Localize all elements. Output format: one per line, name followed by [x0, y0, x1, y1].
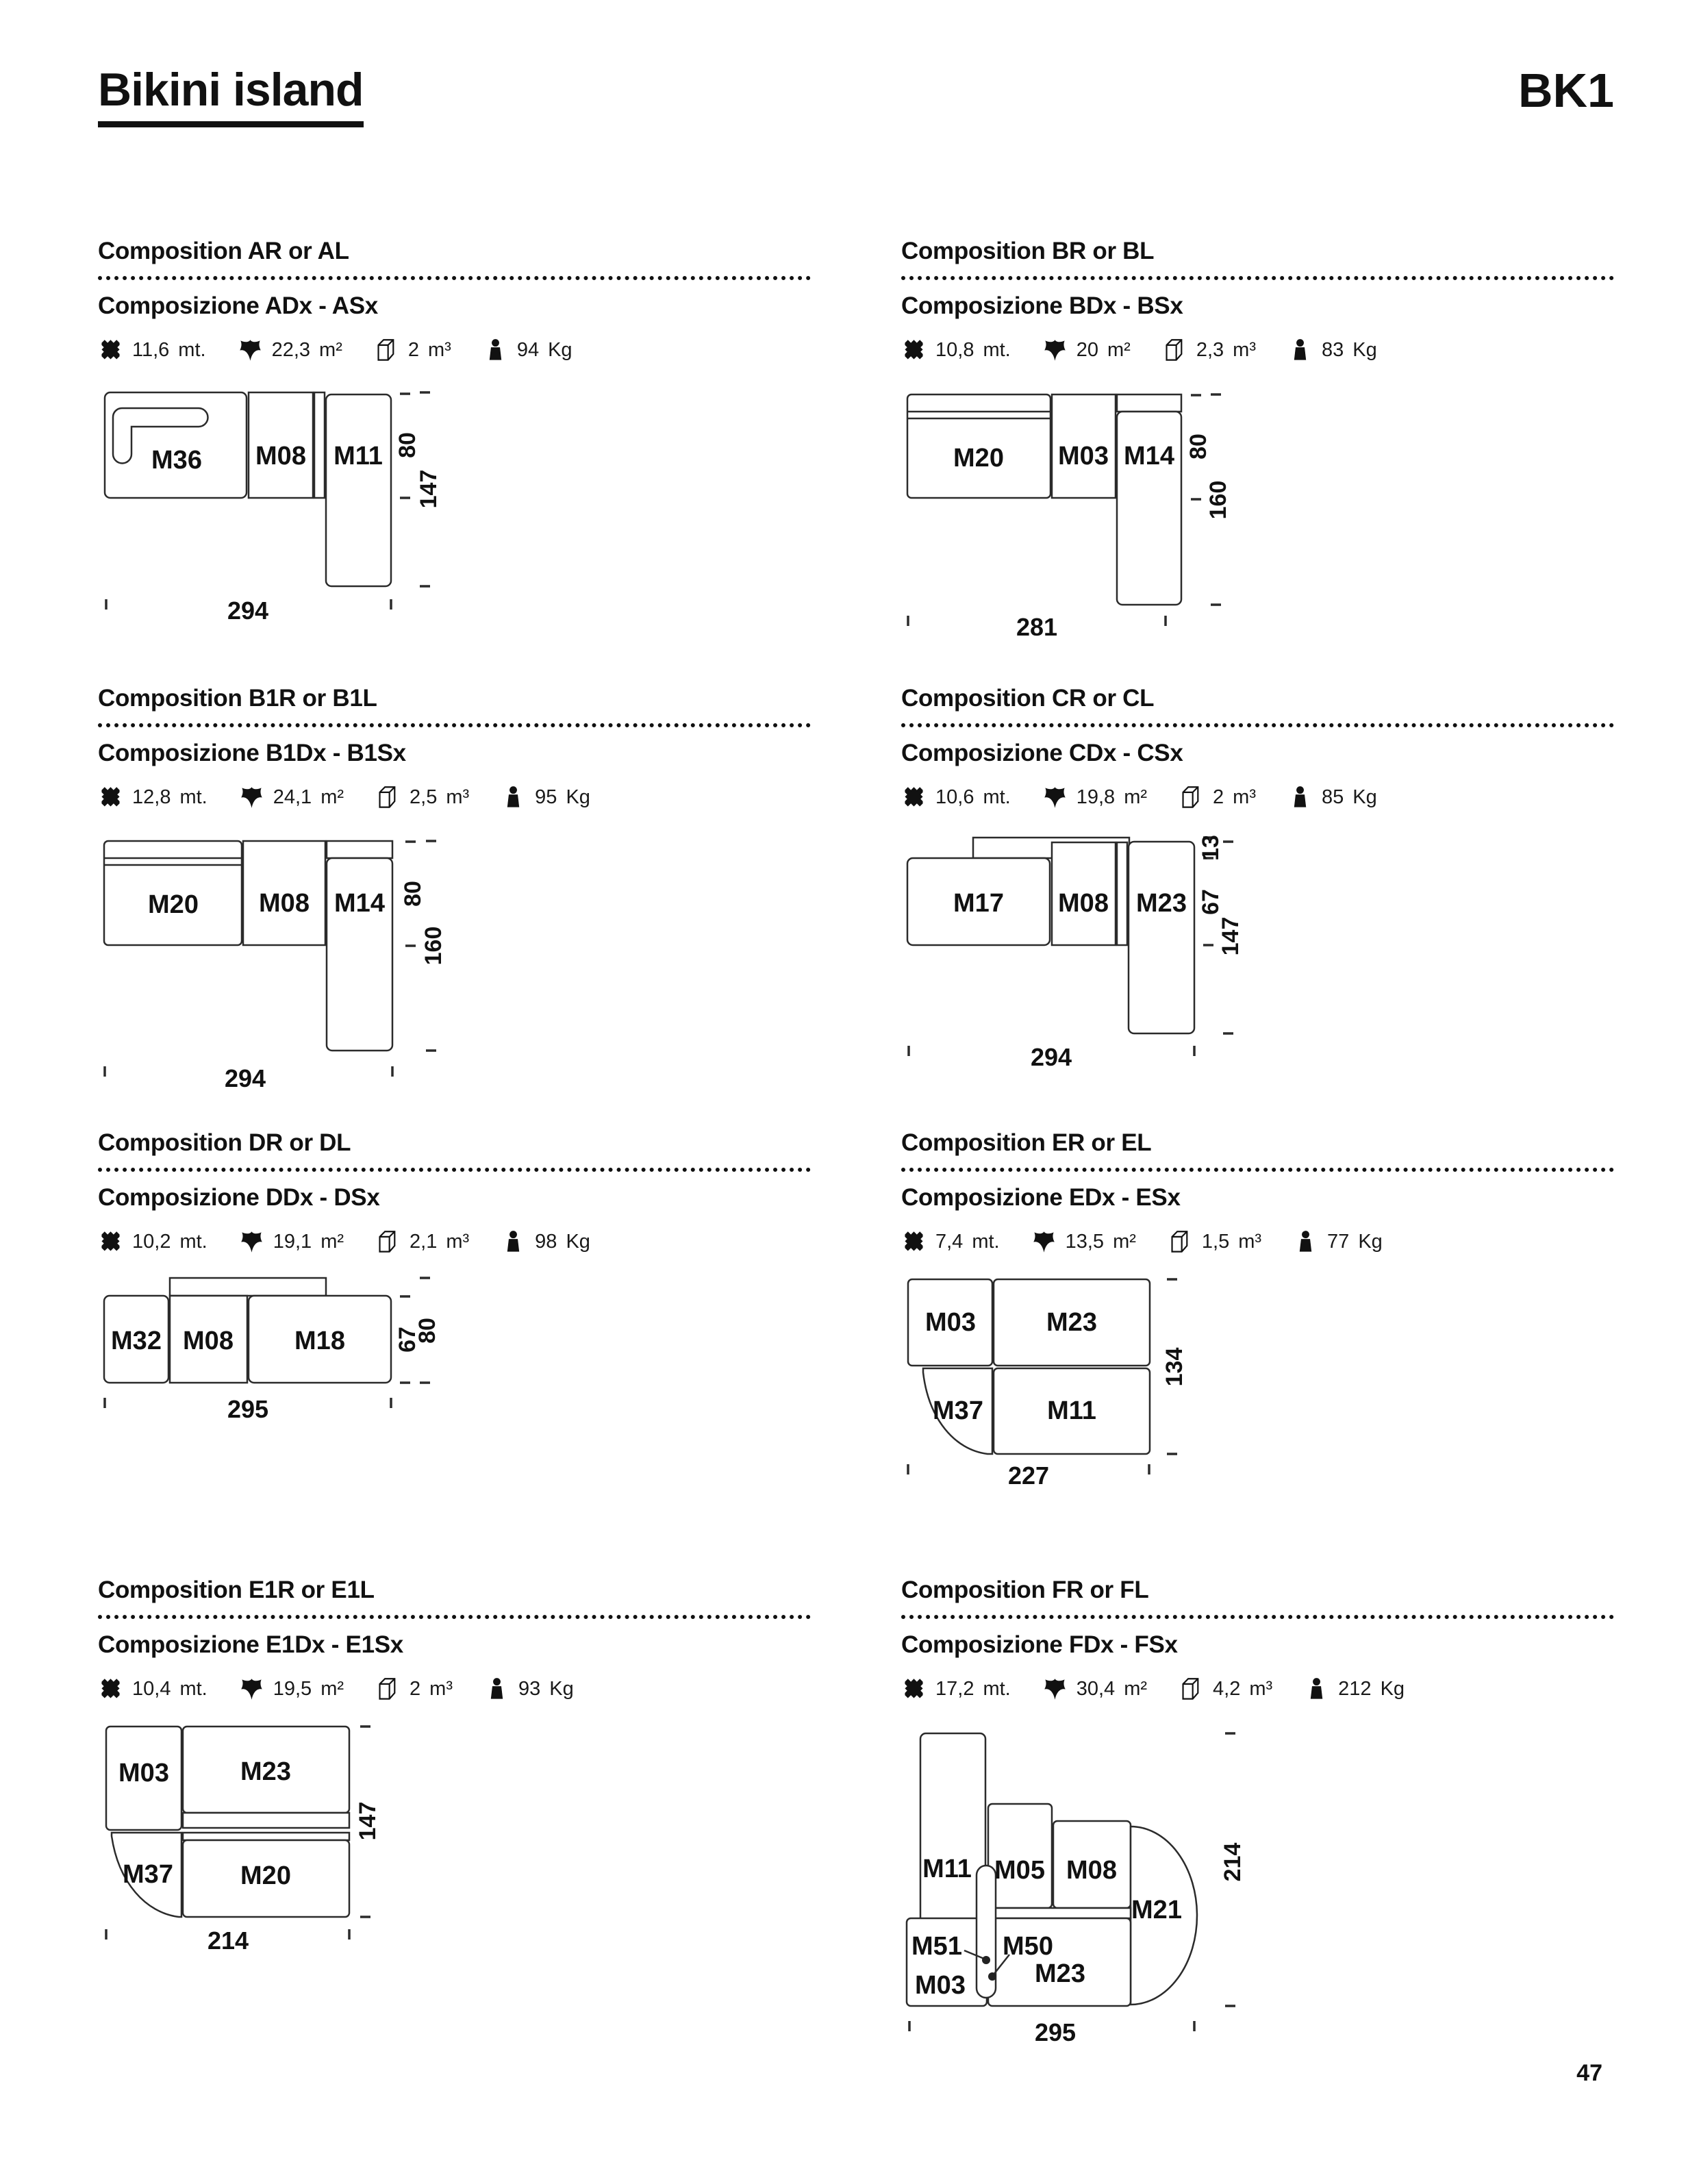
fabric-icon — [98, 338, 123, 363]
module-label: M23 — [1035, 1959, 1085, 1988]
dimension-depth: 80 — [1185, 434, 1211, 460]
spec-volume — [375, 1677, 453, 1702]
dimension-width: 294 — [224, 1064, 266, 1092]
spec-linear-unit: mt. — [983, 339, 1011, 361]
spec-weight-unit: Kg — [549, 1678, 574, 1700]
spec-area-unit: m² — [1113, 1231, 1136, 1253]
spec-weight-value: 83 — [1321, 339, 1344, 361]
spec-volume-value: 2 — [410, 1678, 421, 1700]
dimension-depth: 67 — [1198, 889, 1224, 915]
spec-area-value: 19,5 — [273, 1678, 312, 1700]
volume-box-icon — [1179, 1677, 1204, 1702]
dimension-height: 147 — [1218, 916, 1244, 956]
spec-weight — [484, 1677, 574, 1702]
module-label: M05 — [994, 1856, 1045, 1885]
spec-leather-area — [239, 785, 344, 810]
spec-linear-meters — [901, 1229, 1000, 1255]
spec-linear-meters — [98, 1229, 207, 1255]
diagram-composition-e1r — [98, 1711, 509, 1972]
spec-weight-value: 212 — [1338, 1678, 1372, 1700]
spec-linear-value: 10,2 — [132, 1231, 171, 1253]
section-title-en: Composition BR or BL — [901, 238, 1155, 264]
module-label: M14 — [334, 889, 385, 918]
spec-volume-value: 2 — [1213, 786, 1224, 808]
volume-box-icon — [374, 338, 399, 363]
module-label: M08 — [1058, 889, 1109, 918]
module-box-m14 — [1117, 412, 1181, 605]
volume-box-icon — [1168, 1229, 1193, 1255]
specs-row — [98, 338, 811, 363]
backrest-strip — [988, 1908, 1131, 1918]
spec-linear-meters — [98, 1677, 207, 1702]
dimension-height: 134 — [1161, 1347, 1187, 1387]
spec-linear-value: 17,2 — [935, 1678, 974, 1700]
section-title-it: Composizione BDx - BSx — [901, 292, 1183, 319]
spec-weight-unit: Kg — [1352, 339, 1377, 361]
spec-volume-unit: m³ — [1233, 339, 1256, 361]
module-box-m14 — [327, 858, 392, 1051]
section-title-it: Composizione B1Dx - B1Sx — [98, 740, 406, 766]
backrest-strip — [1117, 394, 1181, 412]
weight-icon — [1287, 785, 1313, 810]
spec-leather-area — [238, 338, 342, 363]
spec-volume — [1179, 1677, 1272, 1702]
section-title-en: Composition CR or CL — [901, 685, 1155, 712]
module-box-m23 — [1129, 842, 1194, 1033]
fabric-icon — [98, 1677, 123, 1702]
section-title-it: Composizione ADx - ASx — [98, 292, 378, 319]
section-composition-e1r-e1l — [98, 1577, 811, 1972]
module-label: M36 — [151, 446, 202, 475]
diagram-composition-br — [901, 373, 1381, 647]
volume-box-icon — [1162, 338, 1187, 363]
spec-weight-unit: Kg — [1358, 1231, 1383, 1253]
spec-area-unit: m² — [320, 786, 344, 808]
dimension-width: 227 — [1007, 1461, 1050, 1490]
dimension-depth: 80 — [400, 881, 426, 907]
weight-icon — [483, 338, 508, 363]
dimension-height: 160 — [420, 926, 446, 966]
leather-icon — [239, 1229, 264, 1255]
armrest-strip — [314, 392, 325, 498]
backrest-strip — [170, 1278, 326, 1296]
backrest-strip — [327, 841, 392, 858]
spec-linear-unit: mt. — [983, 1678, 1011, 1700]
leather-icon — [238, 338, 263, 363]
weight-icon — [1304, 1677, 1329, 1702]
module-label: M50 — [1003, 1932, 1053, 1961]
spec-volume — [375, 785, 469, 810]
spec-weight — [501, 1229, 590, 1255]
spec-volume-unit: m³ — [1233, 786, 1256, 808]
spec-weight-unit: Kg — [1352, 786, 1377, 808]
module-label: M03 — [915, 1971, 966, 2000]
dimension-width: 214 — [207, 1926, 249, 1955]
spec-linear-unit: mt. — [179, 786, 207, 808]
dimension-height: 80 — [414, 1318, 440, 1344]
module-label: M23 — [240, 1757, 291, 1786]
section-composition-b1r-b1l — [98, 685, 811, 1107]
spec-linear-value: 10,4 — [132, 1678, 171, 1700]
module-label: M08 — [183, 1327, 234, 1355]
spec-volume-unit: m³ — [428, 339, 451, 361]
module-label: M20 — [148, 890, 199, 919]
specs-row — [98, 1677, 811, 1702]
spec-volume — [375, 1229, 469, 1255]
section-title-it: Composizione CDx - CSx — [901, 740, 1183, 766]
spec-volume-unit: m³ — [1238, 1231, 1262, 1253]
spec-weight-value: 98 — [535, 1231, 557, 1253]
section-title-it: Composizione E1Dx - E1Sx — [98, 1631, 403, 1658]
spec-volume — [1162, 338, 1256, 363]
section-composition-cr-cl — [901, 685, 1614, 1107]
section-title-it: Composizione DDx - DSx — [98, 1184, 380, 1211]
volume-box-icon — [375, 785, 401, 810]
section-title-en: Composition FR or FL — [901, 1577, 1149, 1603]
spec-weight-value: 94 — [516, 339, 540, 361]
diagram-composition-dr — [98, 1264, 577, 1456]
module-label: M11 — [1047, 1396, 1096, 1425]
spec-linear-unit: mt. — [179, 1231, 207, 1253]
spec-weight — [1287, 338, 1377, 363]
specs-row — [98, 1229, 811, 1255]
spec-linear-unit: mt. — [983, 786, 1011, 808]
spec-volume-value: 2,5 — [410, 786, 438, 808]
module-label: M11 — [333, 442, 383, 470]
backrest-strip — [183, 1833, 349, 1840]
spec-linear-meters — [98, 785, 207, 810]
spec-linear-meters — [901, 338, 1011, 363]
spec-volume-value: 2,1 — [410, 1231, 438, 1253]
spec-area-value: 20 — [1076, 339, 1098, 361]
module-box-m11 — [326, 394, 391, 586]
spec-leather-area — [1031, 1229, 1136, 1255]
module-label: M08 — [1066, 1856, 1117, 1885]
leather-icon — [1042, 1677, 1068, 1702]
spec-linear-value: 7,4 — [935, 1231, 964, 1253]
spec-weight-unit: Kg — [566, 786, 590, 808]
dimension-depth: 80 — [394, 432, 420, 458]
module-label: M23 — [1136, 889, 1187, 918]
module-label: M03 — [118, 1759, 169, 1787]
dimension-height: 160 — [1205, 480, 1231, 520]
weight-icon — [1293, 1229, 1318, 1255]
module-label: M08 — [259, 889, 310, 918]
fabric-icon — [901, 338, 927, 363]
specs-row — [901, 785, 1614, 810]
spec-leather-area — [239, 1229, 344, 1255]
module-label: M37 — [123, 1860, 173, 1889]
module-label: M32 — [111, 1327, 162, 1355]
product-code: BK1 — [1518, 64, 1614, 117]
spec-volume-value: 2 — [407, 339, 419, 361]
weight-icon — [1287, 338, 1313, 363]
leather-icon — [239, 785, 264, 810]
specs-row — [901, 1229, 1614, 1255]
spec-volume-unit: m³ — [429, 1678, 453, 1700]
module-label: M20 — [953, 444, 1004, 473]
page-number: 47 — [1576, 2060, 1602, 2086]
fabric-icon — [98, 1229, 123, 1255]
weight-icon — [484, 1677, 509, 1702]
dimension-width: 281 — [1016, 613, 1058, 641]
spec-weight-unit: Kg — [1380, 1678, 1405, 1700]
leather-icon — [239, 1677, 264, 1702]
spec-area-value: 24,1 — [273, 786, 312, 808]
spec-weight-unit: Kg — [566, 1231, 590, 1253]
section-title-en: Composition ER or EL — [901, 1129, 1152, 1156]
spec-volume-value: 2,3 — [1196, 339, 1224, 361]
module-label: M03 — [925, 1308, 976, 1337]
module-label: M14 — [1124, 442, 1174, 470]
spec-weight-value: 95 — [535, 786, 557, 808]
section-composition-dr-dl — [98, 1129, 811, 1456]
dimension-height: 214 — [1220, 1842, 1246, 1882]
volume-box-icon — [375, 1229, 401, 1255]
section-composition-ar-al — [98, 238, 811, 633]
dimension-width: 295 — [227, 1395, 269, 1423]
dimension-height: 147 — [355, 1801, 381, 1841]
spec-volume-unit: m³ — [1249, 1678, 1273, 1700]
module-label: M21 — [1131, 1896, 1182, 1924]
module-label: M17 — [953, 889, 1004, 918]
module-label: M51 — [911, 1932, 962, 1961]
section-composition-er-el — [901, 1129, 1614, 1497]
module-label: M08 — [255, 442, 306, 470]
spec-linear-value: 10,6 — [935, 786, 974, 808]
leather-icon — [1042, 785, 1068, 810]
module-label: M03 — [1058, 442, 1109, 470]
spec-weight-value: 77 — [1327, 1231, 1350, 1253]
spec-linear-value: 12,8 — [132, 786, 171, 808]
spec-linear-value: 10,8 — [935, 339, 974, 361]
specs-row — [98, 785, 811, 810]
spec-volume — [1179, 785, 1256, 810]
specs-row — [901, 1677, 1614, 1702]
spec-weight — [501, 785, 590, 810]
spec-volume-unit: m³ — [446, 1231, 470, 1253]
spec-area-unit: m² — [1124, 1678, 1148, 1700]
spec-weight-value: 93 — [518, 1678, 541, 1700]
spec-weight — [1287, 785, 1377, 810]
module-label: M37 — [933, 1396, 983, 1425]
module-label: M20 — [240, 1861, 291, 1890]
diagram-composition-cr — [901, 820, 1381, 1107]
section-title-en: Composition B1R or B1L — [98, 685, 377, 712]
section-title-en: Composition AR or AL — [98, 238, 349, 264]
spec-area-value: 13,5 — [1065, 1231, 1105, 1253]
section-title-en: Composition E1R or E1L — [98, 1577, 375, 1603]
module-label: M23 — [1046, 1308, 1097, 1337]
fabric-icon — [901, 1677, 927, 1702]
spec-volume-unit: m³ — [446, 786, 470, 808]
spec-leather-area — [1042, 338, 1131, 363]
module-label: M18 — [294, 1327, 345, 1355]
spec-linear-unit: mt. — [179, 1678, 207, 1700]
spec-linear-meters — [98, 338, 206, 363]
spec-weight — [1293, 1229, 1383, 1255]
spec-volume — [1168, 1229, 1261, 1255]
spec-volume — [374, 338, 451, 363]
weight-icon — [501, 1229, 526, 1255]
leather-icon — [1031, 1229, 1057, 1255]
spec-area-unit: m² — [1107, 339, 1131, 361]
section-title-it: Composizione FDx - FSx — [901, 1631, 1178, 1658]
spec-area-unit: m² — [319, 339, 342, 361]
volume-box-icon — [1179, 785, 1204, 810]
page-title: Bikini island — [98, 66, 364, 127]
section-composition-br-bl — [901, 238, 1614, 647]
fabric-icon — [901, 785, 927, 810]
diagram-composition-b1r — [98, 820, 577, 1107]
dimension-width: 294 — [227, 597, 269, 625]
fabric-icon — [98, 785, 123, 810]
spec-linear-value: 11,6 — [132, 339, 170, 361]
section-composition-fr-fl — [901, 1577, 1614, 2068]
spec-linear-unit: mt. — [178, 339, 206, 361]
spec-linear-meters — [901, 785, 1011, 810]
spec-area-value: 19,8 — [1076, 786, 1116, 808]
section-title-it: Composizione EDx - ESx — [901, 1184, 1181, 1211]
diagram-composition-ar — [98, 373, 577, 633]
spec-weight-unit: Kg — [548, 339, 572, 361]
module-label: M11 — [922, 1855, 972, 1883]
spec-volume-value: 4,2 — [1213, 1678, 1241, 1700]
dimension-width: 294 — [1030, 1043, 1072, 1071]
spec-weight-value: 85 — [1321, 786, 1344, 808]
dimension-height: 147 — [416, 469, 442, 509]
spec-area-value: 19,1 — [273, 1231, 312, 1253]
spec-weight — [1304, 1677, 1405, 1702]
spec-linear-unit: mt. — [972, 1231, 1000, 1253]
backrest-strip — [183, 1813, 349, 1828]
leather-icon — [1042, 338, 1068, 363]
fabric-icon — [901, 1229, 927, 1255]
spec-area-value: 22,3 — [271, 339, 311, 361]
spec-area-value: 30,4 — [1076, 1678, 1116, 1700]
dimension-depth: 67 — [394, 1327, 420, 1353]
weight-icon — [501, 785, 526, 810]
specs-row — [901, 338, 1614, 363]
spec-area-unit: m² — [320, 1231, 344, 1253]
spec-weight — [483, 338, 572, 363]
armrest-strip — [1117, 842, 1127, 945]
diagram-composition-er — [901, 1264, 1339, 1497]
spec-leather-area — [239, 1677, 344, 1702]
dimension-width: 295 — [1034, 2018, 1077, 2046]
spec-leather-area — [1042, 1677, 1147, 1702]
dimension-top: 13 — [1198, 835, 1224, 861]
section-title-en: Composition DR or DL — [98, 1129, 351, 1156]
spec-linear-meters — [901, 1677, 1011, 1702]
spec-leather-area — [1042, 785, 1147, 810]
diagram-composition-fr — [901, 1711, 1381, 2068]
volume-box-icon — [375, 1677, 401, 1702]
spec-area-unit: m² — [1124, 786, 1148, 808]
spec-area-unit: m² — [320, 1678, 344, 1700]
spec-volume-value: 1,5 — [1201, 1231, 1230, 1253]
